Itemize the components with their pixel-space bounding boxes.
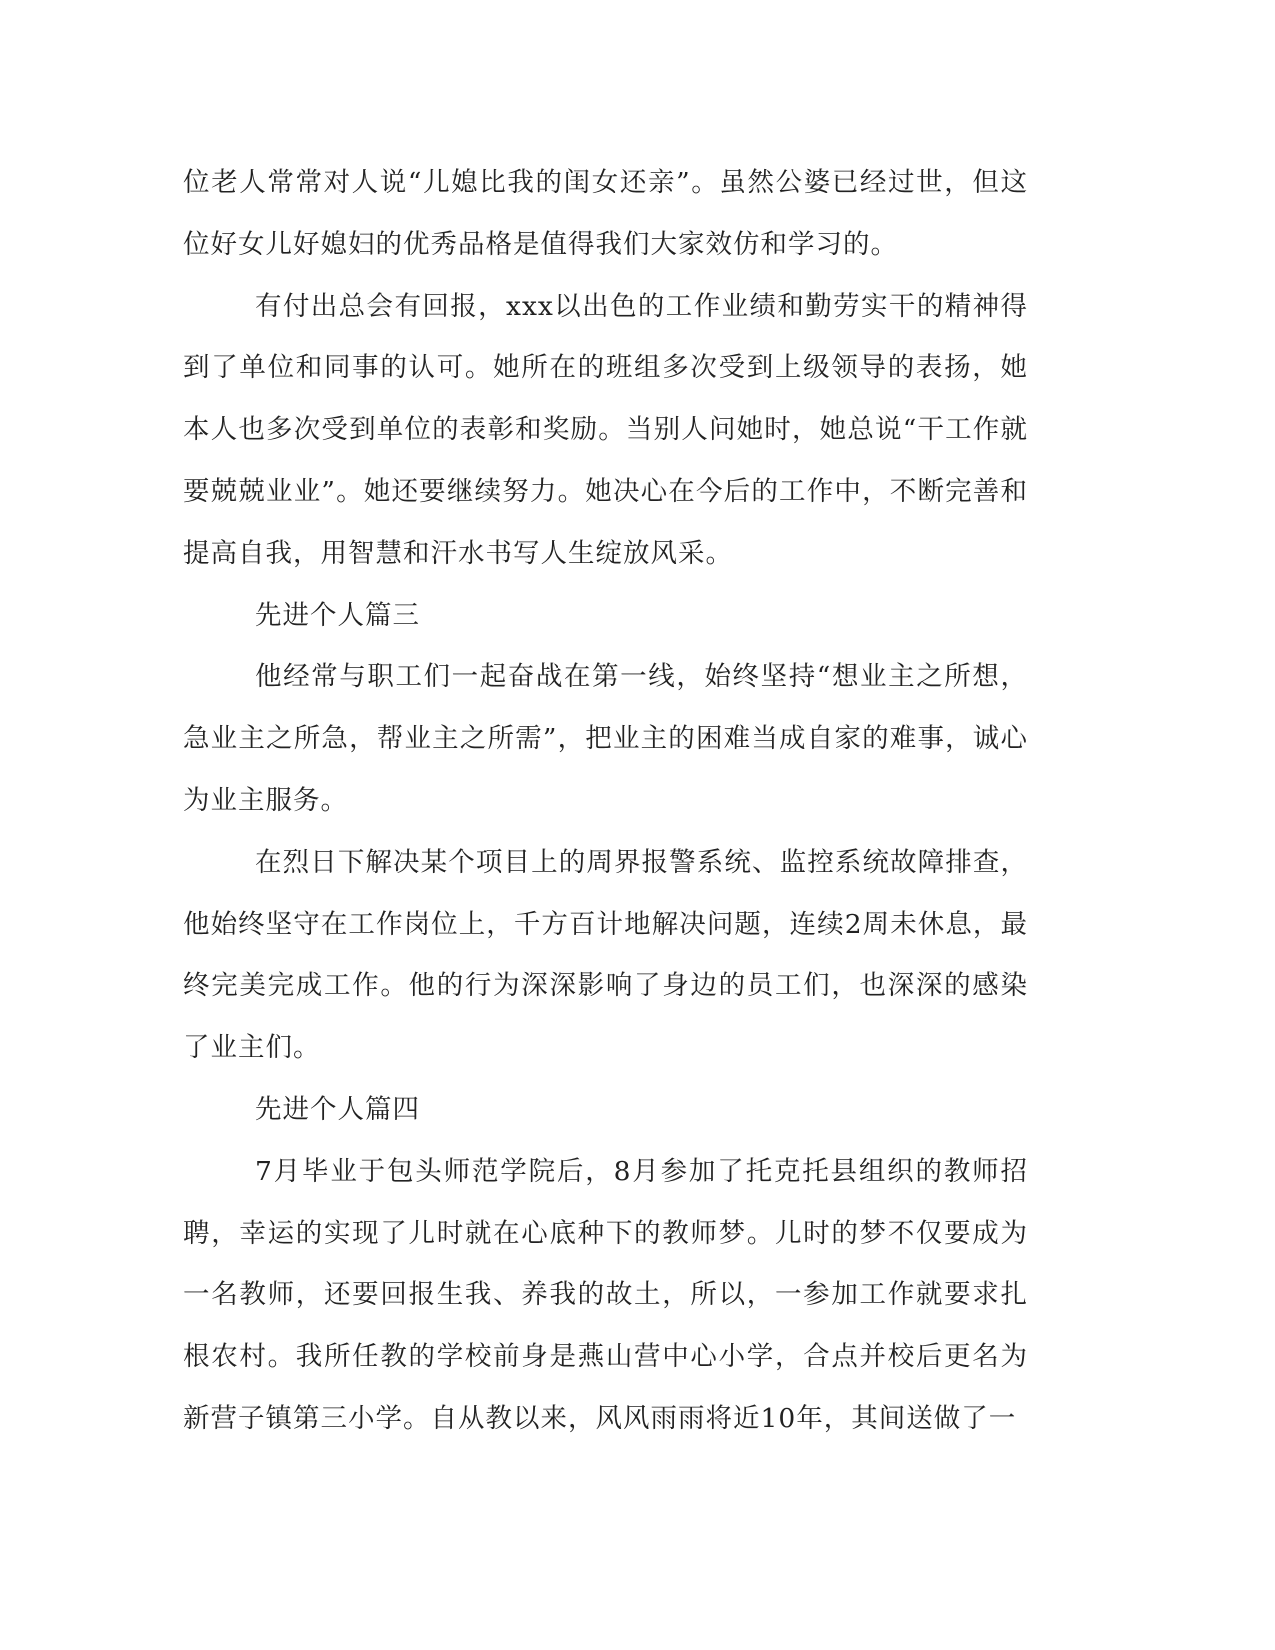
paragraph-3: 他经常与职工们一起奋战在第一线，始终坚持“想业主之所想，急业主之所急，帮业主之所需”，把业主的困难当成自家的难事，诚心为业主服务。 [183,661,1028,816]
document-page [183,152,1028,1450]
paragraph-2: 有付出总会有回报，xxx以出色的工作业绩和勤劳实干的精神得到了单位和同事的认可。她所在的班组多次受到上级领导的表扬，她本人也多次受到单位的表彰和奖励。当别人问她时，她总说“干工作就要兢兢业业”。她还要继续努力。她决心在今后的工作中，不断完善和提高自我，用智慧和汗水书写人生绽放风采。 [183,290,1028,569]
section-heading-3: 先进个人篇三 [255,599,420,631]
paragraph-4: 在烈日下解决某个项目上的周界报警系统、监控系统故障排查，他始终坚守在工作岗位上，千方百计地解决问题，连续2周未休息，最终完美完成工作。他的行为深深影响了身边的员工们，也深深的感染了业主们。 [183,846,1028,1064]
section-heading-4: 先进个人篇四 [255,1093,420,1125]
paragraph-5: 7月毕业于包头师范学院后，8月参加了托克托县组织的教师招聘，幸运的实现了儿时就在心底种下的教师梦。儿时的梦不仅要成为一名教师，还要回报生我、养我的故土，所以，一参加工作就要求扎根农村。我所任教的学校前身是燕山营中心小学，合点并校后更名为新营子镇第三小学。自从教以来，风风雨雨将近10年，其间送做了一 [183,1155,1028,1434]
paragraph-1: 位老人常常对人说“儿媳比我的闺女还亲”。虽然公婆已经过世，但这位好女儿好媳妇的优秀品格是值得我们大家效仿和学习的。 [183,167,1028,260]
